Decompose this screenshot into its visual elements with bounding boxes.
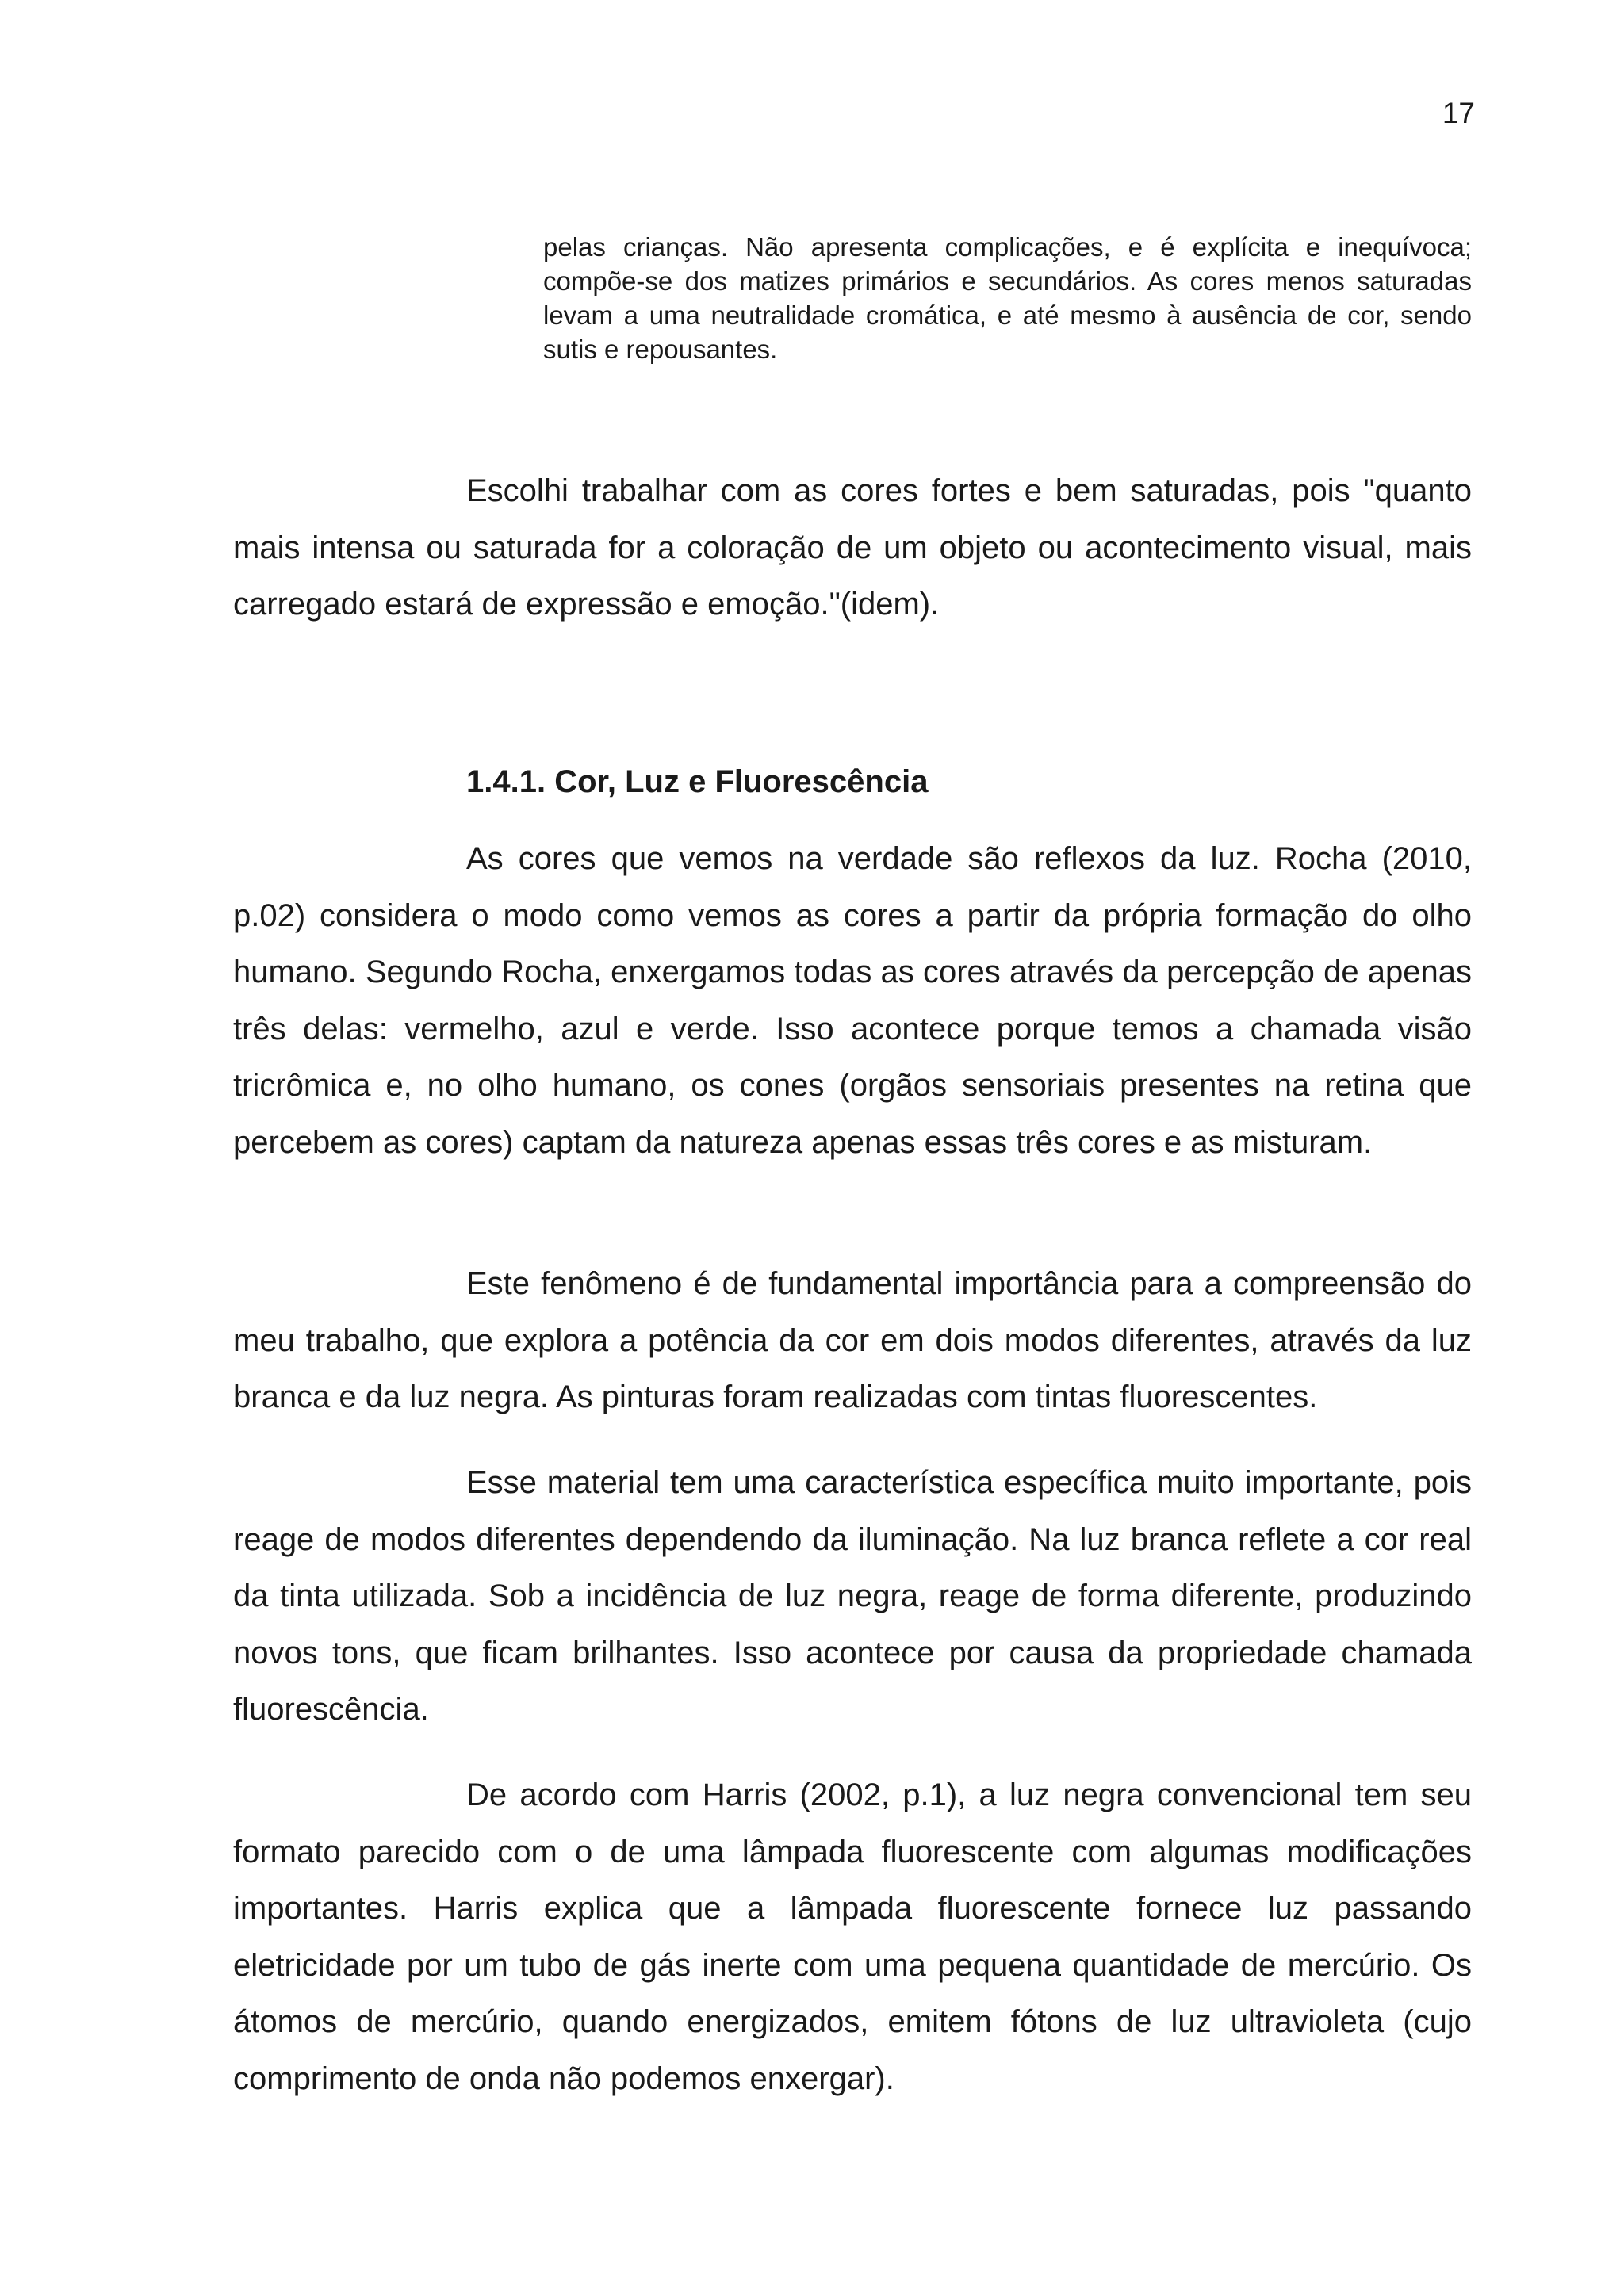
block-quote: pelas crianças. Não apresenta complicações, e é explícita e inequívoca; compõe-se dos matizes primários e secundários. As cores menos saturadas levam a uma neutralidade cromática, e até mesmo à ausência de cor, sendo sutis e repousantes. — [543, 232, 1472, 364]
paragraph-phenomenon: Este fenômeno é de fundamental importância para a compreensão do meu trabalho, que explora a potência da cor em dois modos diferentes, através da luz branca e da luz negra. As pinturas foram realizadas com tintas fluorescentes. — [233, 1266, 1472, 1414]
paragraph-saturated-colors: Escolhi trabalhar com as cores fortes e bem saturadas, pois "quanto mais intensa ou saturada for a coloração de um objeto ou acontecimento visual, mais carregado estará de expressão e emoção."(idem). — [233, 473, 1472, 622]
paragraph-black-light: De acordo com Harris (2002, p.1), a luz negra convencional tem seu formato parecido com o de uma lâmpada fluorescente com algumas modificações importantes. Harris explica que a lâmpada fluorescente fornece luz passando eletricidade por um tubo de gás inerte com uma pequena quantidade de mercúrio. Os átomos de mercúrio, quando energizados, emitem fótons de luz ultravioleta (cujo comprimento de onda não podemos enxergar). — [233, 1777, 1472, 2096]
paragraph-material: Esse material tem uma característica específica muito importante, pois reage de modos diferentes dependendo da iluminação. Na luz branca reflete a cor real da tinta utilizada. Sob a incidência de luz negra, reage de forma diferente, produzindo novos tons, que ficam brilhantes. Isso acontece por causa da propriedade chamada fluorescência. — [233, 1465, 1472, 1727]
page-number: 17 — [1442, 97, 1475, 129]
section-heading: 1.4.1. Cor, Luz e Fluorescência — [466, 764, 929, 799]
paragraph-color-perception: As cores que vemos na verdade são reflexos da luz. Rocha (2010, p.02) considera o modo como vemos as cores a partir da própria formação do olho humano. Segundo Rocha, enxergamos todas as cores através da percepção de apenas três delas: vermelho, azul e verde. Isso acontece porque temos a chamada visão tricrômica e, no olho humano, os cones (orgãos sensoriais presentes na retina que percebem as cores) captam da natureza apenas essas três cores e as misturam. — [233, 841, 1472, 1160]
